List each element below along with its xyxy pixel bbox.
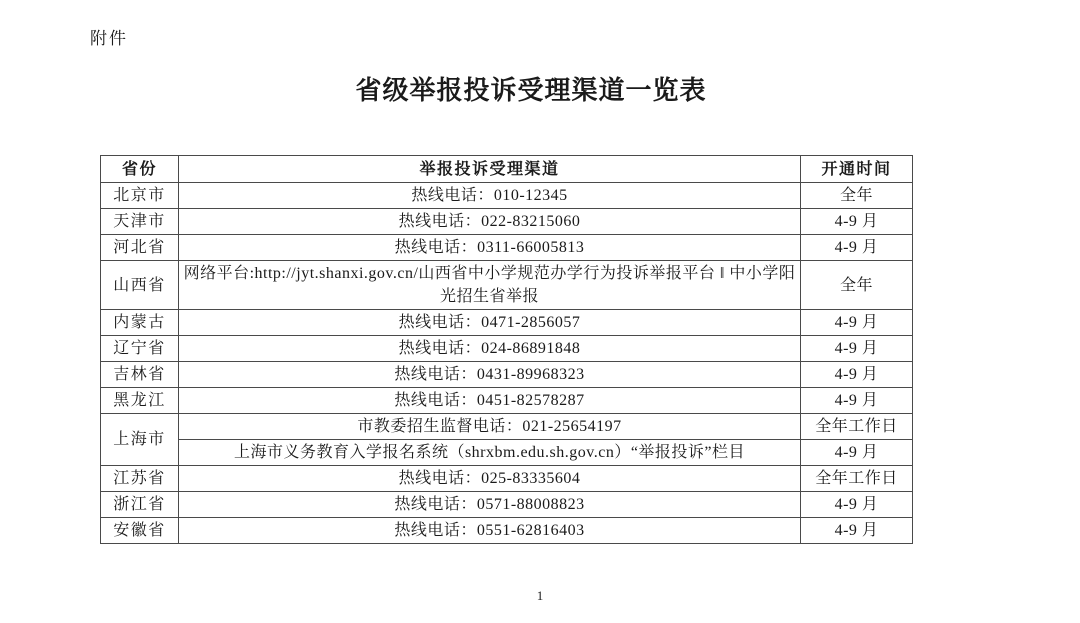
- table-row: [101, 183, 913, 209]
- header-channel: 举报投诉受理渠道: [179, 156, 801, 183]
- province-cell: 河北省: [101, 235, 179, 261]
- time-cell: 4-9 月: [801, 209, 913, 235]
- channel-cell: 热线电话：025-83335604: [179, 466, 801, 492]
- province-cell: 黑龙江: [101, 388, 179, 414]
- province-cell: 北京市: [101, 183, 179, 209]
- time-cell: 4-9 月: [801, 362, 913, 388]
- table-row: [101, 235, 913, 261]
- province-cell: 天津市: [101, 209, 179, 235]
- province-cell: 山西省: [101, 261, 179, 310]
- channels-table: [100, 155, 913, 544]
- time-cell: 全年: [801, 261, 913, 310]
- table-row: [101, 440, 913, 466]
- province-cell: 吉林省: [101, 362, 179, 388]
- table-row: [101, 466, 913, 492]
- page-title: 省级举报投诉受理渠道一览表: [355, 76, 707, 105]
- header-province: 省份: [101, 156, 179, 183]
- province-cell: 浙江省: [101, 492, 179, 518]
- table-row: [101, 261, 913, 310]
- table-row: [101, 414, 913, 440]
- channel-cell: 热线电话：0551-62816403: [179, 518, 801, 544]
- time-cell: 全年工作日: [801, 414, 913, 440]
- attachment-label: 附件: [90, 29, 128, 48]
- channel-cell: 热线电话：0431-89968323: [179, 362, 801, 388]
- table-row: [101, 310, 913, 336]
- time-cell: 4-9 月: [801, 310, 913, 336]
- time-cell: 全年工作日: [801, 466, 913, 492]
- table-row: [101, 492, 913, 518]
- channel-cell: 热线电话：010-12345: [179, 183, 801, 209]
- table-header-row: [101, 156, 913, 183]
- header-time: 开通时间: [801, 156, 913, 183]
- time-cell: 4-9 月: [801, 518, 913, 544]
- channel-cell: 热线电话：022-83215060: [179, 209, 801, 235]
- time-cell: 全年: [801, 183, 913, 209]
- time-cell: 4-9 月: [801, 235, 913, 261]
- province-cell: 内蒙古: [101, 310, 179, 336]
- table-row: [101, 518, 913, 544]
- table-row: [101, 209, 913, 235]
- time-cell: 4-9 月: [801, 440, 913, 466]
- channel-cell: 热线电话：024-86891848: [179, 336, 801, 362]
- province-cell: 上海市: [101, 414, 179, 466]
- channel-cell: 热线电话：0571-88008823: [179, 492, 801, 518]
- channel-cell: 网络平台:http://jyt.shanxi.gov.cn/山西省中小学规范办学行为投诉举报平台 ‖ 中小学阳光招生省举报: [179, 261, 801, 310]
- time-cell: 4-9 月: [801, 336, 913, 362]
- province-cell: 安徽省: [101, 518, 179, 544]
- time-cell: 4-9 月: [801, 492, 913, 518]
- page-number: 1: [536, 588, 544, 603]
- channel-cell: 上海市义务教育入学报名系统（shrxbm.edu.sh.gov.cn）“举报投诉”栏目: [179, 440, 801, 466]
- channel-cell: 市教委招生监督电话：021-25654197: [179, 414, 801, 440]
- channel-cell: 热线电话：0311-66005813: [179, 235, 801, 261]
- table-row: [101, 336, 913, 362]
- table-row: [101, 388, 913, 414]
- time-cell: 4-9 月: [801, 388, 913, 414]
- table-row: [101, 362, 913, 388]
- channel-cell: 热线电话：0471-2856057: [179, 310, 801, 336]
- province-cell: 辽宁省: [101, 336, 179, 362]
- province-cell: 江苏省: [101, 466, 179, 492]
- channel-cell: 热线电话：0451-82578287: [179, 388, 801, 414]
